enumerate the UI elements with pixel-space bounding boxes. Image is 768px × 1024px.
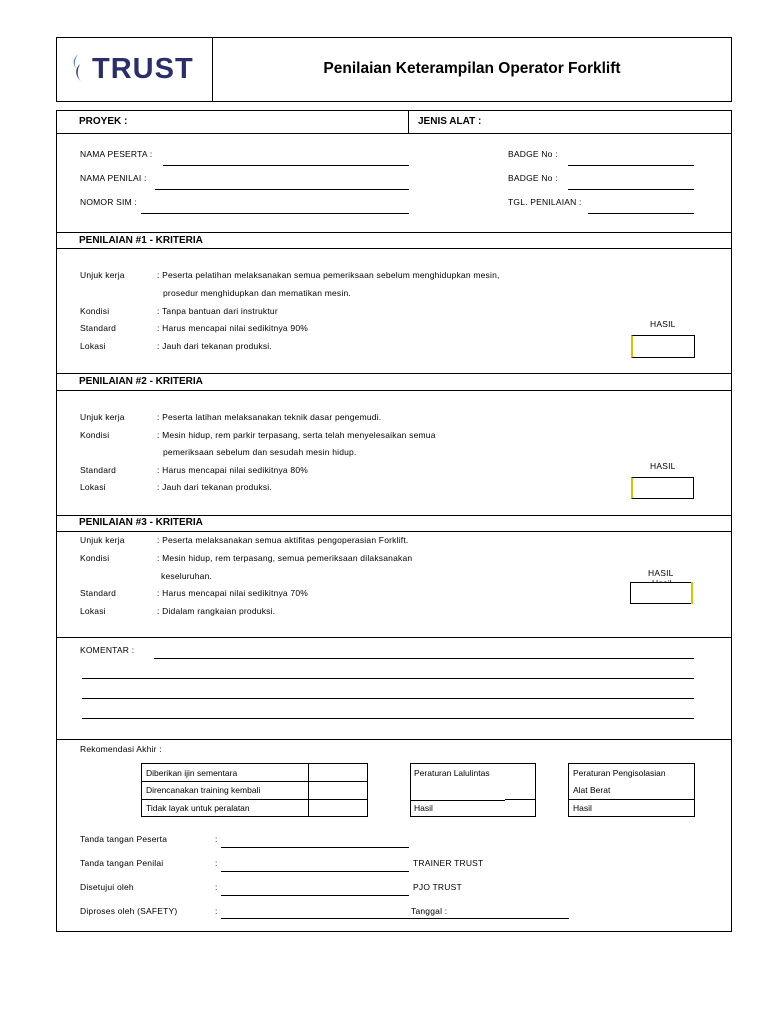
a2-row-text: : Mesin hidup, rem parkir terpasang, serta telah menyelesaikan semua [157,430,436,440]
signature-label: Diproses oleh (SAFETY) [80,906,178,916]
option-checkbox[interactable] [309,782,367,798]
badge-no-field-1[interactable] [568,165,694,166]
option-checkbox[interactable] [309,800,367,816]
a1-row-text: : Jauh dari tekanan produksi. [157,341,272,351]
a3-hasil-label: HASIL [648,568,674,578]
box2-row-divider [410,800,505,801]
a2-row-text: pemeriksaan sebelum dan sesudah mesin hidup. [163,447,357,457]
rule [56,133,732,134]
assessment-3-title: PENILAIAN #3 - KRITERIA [79,517,203,528]
option-label: Diberikan ijin sementara [146,768,238,778]
signature-line-peserta[interactable] [221,847,409,848]
badge-no-label-1: BADGE No : [508,149,558,159]
signature-colon: : [215,834,218,844]
komentar-line-2[interactable] [82,678,694,679]
a3-row-label: Lokasi [80,606,106,616]
proyek-divider [408,110,409,134]
option-label: Direncanakan training kembali [146,785,261,795]
a3-row-label: Unjuk kerja [80,535,125,545]
a1-result-box[interactable] [631,335,695,358]
a2-result-box[interactable] [631,477,694,499]
komentar-label: KOMENTAR : [80,645,135,655]
peraturan-lalulintas-hasil: Hasil [414,803,433,813]
nomor-sim-label: NOMOR SIM : [80,197,137,207]
a1-row-text: : Peserta pelatihan melaksanakan semua pemeriksaan sebelum menghidupkan mesin, [157,270,500,280]
jenis-alat-label: JENIS ALAT : [418,116,482,127]
badge-no-label-2: BADGE No : [508,173,558,183]
tanggal-label: Tanggal : [411,906,448,916]
a3-result-accent [691,582,693,604]
signature-right-label: TRAINER TRUST [413,858,484,868]
nama-penilai-field[interactable] [155,189,409,190]
a3-row-text: keseluruhan. [161,571,213,581]
tgl-penilaian-field[interactable] [588,213,694,214]
a2-row-text: : Jauh dari tekanan produksi. [157,482,272,492]
trust-logo-icon [68,52,90,88]
rule [56,531,732,532]
rule [56,739,732,740]
a3-row-text: : Peserta melaksanakan semua aktifitas pengoperasian Forklift. [157,535,409,545]
a3-row-text: : Didalam rangkaian produksi. [157,606,276,616]
a2-row-text: : Harus mencapai nilai sedikitnya 80% [157,465,309,475]
a2-row-label: Unjuk kerja [80,412,125,422]
a2-row-label: Lokasi [80,482,106,492]
alat-berat-label: Alat Berat [573,785,611,795]
a1-row-label: Lokasi [80,341,106,351]
logo-text: TRUST [92,53,194,85]
nama-peserta-label: NAMA PESERTA : [80,149,153,159]
rule [56,232,732,233]
option-checkbox[interactable] [309,764,367,780]
signature-colon: : [215,858,218,868]
a2-row-text: : Peserta latihan melaksanakan teknik dasar pengemudi. [157,412,382,422]
rule [56,373,732,374]
a1-row-label: Standard [80,323,117,333]
a1-row-text: : Harus mencapai nilai sedikitnya 90% [157,323,309,333]
nama-penilai-label: NAMA PENILAI : [80,173,147,183]
a1-row-label: Unjuk kerja [80,270,125,280]
peraturan-lalulintas-label: Peraturan Lalulintas [414,768,490,778]
a1-row-text: prosedur menghidupkan dan mematikan mesin. [163,288,351,298]
a1-row-label: Kondisi [80,306,110,316]
rule [56,637,732,638]
tgl-penilaian-label: TGL. PENILAIAN : [508,197,582,207]
peraturan-pengisolasian-hasil: Hasil [573,803,592,813]
option-label: Tidak layak untuk peralatan [146,803,250,813]
a2-row-label: Standard [80,465,117,475]
komentar-line-4[interactable] [82,718,694,719]
nama-peserta-field[interactable] [163,165,409,166]
assessment-1-title: PENILAIAN #1 - KRITERIA [79,235,203,246]
badge-no-field-2[interactable] [568,189,694,190]
peraturan-lalulintas-underline [505,799,536,800]
komentar-line-3[interactable] [82,698,694,699]
a3-row-text: : Mesin hidup, rem terpasang, semua pemeriksaan dilaksanakan [157,553,413,563]
a2-row-label: Kondisi [80,430,110,440]
rule [56,390,732,391]
a1-hasil-label: HASIL [650,319,676,329]
tanggal-line[interactable] [409,918,569,919]
company-logo [68,50,203,90]
a3-row-label: Kondisi [80,553,110,563]
signature-colon: : [215,882,218,892]
signature-colon: : [215,906,218,916]
signature-label: Tanda tangan Penilai [80,858,164,868]
rekomendasi-label: Rekomendasi Akhir : [80,744,162,754]
signature-label: Disetujui oleh [80,882,134,892]
signature-right-label: PJO TRUST [413,882,462,892]
a3-row-text: : Harus mencapai nilai sedikitnya 70% [157,588,309,598]
rule [56,248,732,249]
proyek-label: PROYEK : [79,116,128,127]
page-title: Penilaian Keterampilan Operator Forklift [323,60,621,77]
assessment-2-title: PENILAIAN #2 - KRITERIA [79,376,203,387]
a1-row-text: : Tanpa bantuan dari instruktur [157,306,278,316]
box3-row-divider [568,799,695,800]
a2-hasil-label: HASIL [650,461,676,471]
rule [56,515,732,516]
signature-line-safety[interactable] [221,918,409,919]
peraturan-pengisolasian-label: Peraturan Pengisolasian [573,768,666,778]
nomor-sim-field[interactable] [141,213,409,214]
komentar-line-1[interactable] [154,658,694,659]
signature-line-disetujui[interactable] [221,895,409,896]
a3-row-label: Standard [80,588,117,598]
a3-result-box[interactable] [630,582,693,604]
signature-line-penilai[interactable] [221,871,409,872]
signature-label: Tanda tangan Peserta [80,834,168,844]
